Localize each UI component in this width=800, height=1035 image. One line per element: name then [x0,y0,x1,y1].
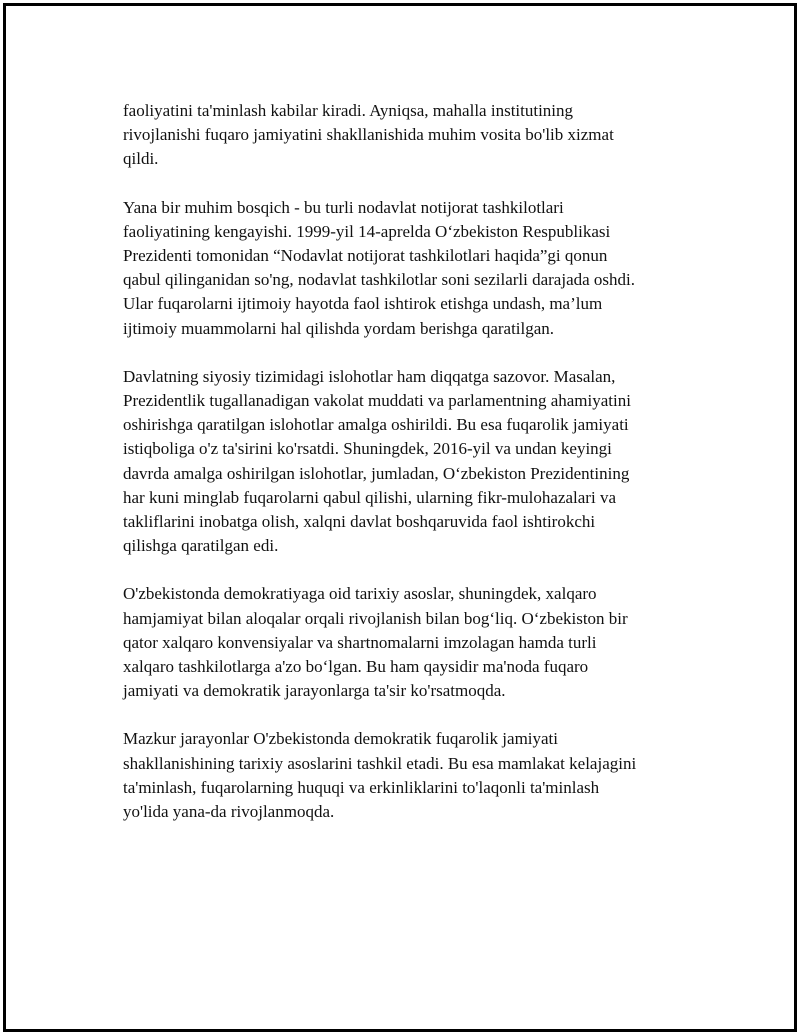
paragraph: Yana bir muhim bosqich - bu turli nodavlat notijorat tashkilotlari faoliyatining kengayishi. 1999-yil 14-aprelda O‘zbekiston Respublikasi Prezidenti tomonidan “Nodavlat notijorat tashkilotlari haqida”gi qonun qabul qilinganidan so'ng, nodavlat tashkilotlar soni sezilarli darajada oshdi. Ular fuqarolarni ijtimoiy hayotda faol ishtirok etishga undash, ma’lum ijtimoiy muammolarni hal qilishda yordam berishga qaratilgan. [123,197,636,338]
page-frame [3,3,797,1032]
paragraph: faoliyatini ta'minlash kabilar kiradi. Ayniqsa, mahalla institutining rivojlanishi fuqaro jamiyatini shakllanishida muhim vosita bo'lib xizmat qildi. [123,101,614,169]
paragraph: Mazkur jarayonlar O'zbekistonda demokratik fuqarolik jamiyati shakllanishining tarixiy asoslarini tashkil etadi. Bu esa mamlakat kelajagini ta'minlash, fuqarolarning huquqi va erkinliklarini to'laqonli ta'minlash yo'lida yana-da rivojlanmoqda. [123,729,637,822]
paragraph: Davlatning siyosiy tizimidagi islohotlar ham diqqatga sazovor. Masalan, Prezidentlik tugallanadigan vakolat muddati va parlamentning ahamiyatini oshirishga qaratilgan islohotlar amalga oshirildi. Bu esa fuqarolik jamiyati istiqboliga o'z ta'sirini ko'rsatdi. Shuningdek, 2016-yil va undan keyingi davrda amalga oshirilgan islohotlar, jumladan, O‘zbekiston Prezidentining har kuni minglab fuqarolarni qabul qilishi, ularning fikr-mulohazalari va takliflarini inobatga olish, xalqni davlat boshqaruvida faol ishtirokchi qilishga qaratilgan edi. [123,366,631,556]
paragraph: O'zbekistonda demokratiyaga oid tarixiy asoslar, shuningdek, xalqaro hamjamiyat bilan aloqalar orqali rivojlanish bilan bog‘liq. O‘zbekiston bir qator xalqaro konvensiyalar va shartnomalarni imzolagan hamda turli xalqaro tashkilotlarga a'zo bo‘lgan. Bu ham qaysidir ma'noda fuqaro jamiyati va demokratik jarayonlarga ta'sir ko'rsatmoqda. [123,584,628,701]
page-body [123,99,688,848]
